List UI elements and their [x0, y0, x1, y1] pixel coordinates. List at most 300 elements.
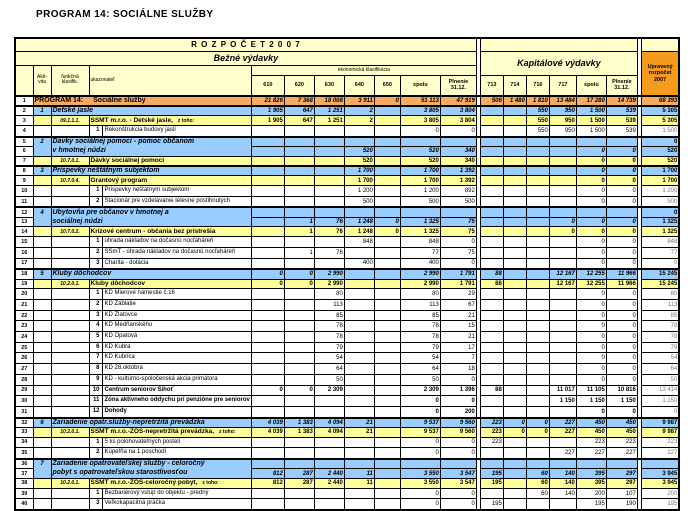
value-640: 520 — [344, 156, 374, 166]
value-650 — [374, 279, 400, 289]
value-spolu-kap: 0 — [576, 156, 606, 166]
value-620 — [284, 321, 314, 332]
value-adjusted-budget: 78 — [641, 321, 679, 332]
value-plnenie-bezne: 7 — [440, 353, 476, 364]
activity-number: 7 — [33, 459, 51, 469]
item-number: 4 — [91, 321, 103, 331]
value-620 — [284, 289, 314, 300]
functional-class-code — [51, 300, 89, 311]
value-spolu-kap: 1 500 — [576, 106, 606, 116]
value-620 — [284, 146, 314, 156]
table-row-5 — [15, 137, 679, 147]
functional-class-code — [51, 448, 89, 459]
indicator-text: Ubytovňa pre občanov v hmotnej a — [52, 208, 169, 216]
activity-number: 2 — [33, 137, 51, 147]
indicator-text: Grantový program — [90, 176, 148, 184]
value-714 — [503, 364, 526, 375]
value-630 — [314, 146, 344, 156]
value-630: 80 — [314, 289, 344, 300]
value-610: 21 826 — [251, 96, 284, 106]
value-650 — [374, 469, 400, 479]
indicator-label — [51, 469, 251, 479]
value-610 — [251, 321, 284, 332]
value-plnenie-kap: 539 — [606, 116, 637, 126]
value-plnenie-kap: 0 — [606, 146, 637, 156]
value-spolu-bezne: 2 990 — [400, 269, 440, 279]
indicator-text: KD Medňanského — [104, 322, 153, 329]
value-650 — [374, 437, 400, 448]
table-row-34 — [15, 437, 679, 448]
value-640 — [344, 289, 374, 300]
value-630: 2 990 — [314, 269, 344, 279]
value-717: 950 — [549, 116, 576, 126]
value-plnenie-kap: 0 — [606, 166, 637, 176]
value-630 — [314, 207, 344, 217]
value-716 — [526, 342, 549, 353]
value-650 — [374, 247, 400, 258]
value-713 — [480, 459, 503, 469]
value-714 — [503, 310, 526, 321]
row-number: 12 — [15, 207, 33, 217]
row-number: 32 — [15, 418, 33, 428]
value-adjusted-budget: 227 — [641, 448, 679, 459]
value-714 — [503, 116, 526, 126]
value-717: 0 — [549, 227, 576, 237]
value-620 — [284, 488, 314, 499]
row-number: 35 — [15, 448, 33, 459]
value-650 — [374, 310, 400, 321]
indicator-label — [89, 427, 251, 437]
value-716 — [526, 146, 549, 156]
value-plnenie-bezne: 340 — [440, 156, 476, 166]
value-plnenie-kap: 11 966 — [606, 279, 637, 289]
indicator-label — [89, 186, 251, 197]
value-spolu-kap: 0 — [576, 247, 606, 258]
value-plnenie-kap: 0 — [606, 300, 637, 311]
value-adjusted-budget: 848 — [641, 237, 679, 248]
block-gap — [476, 65, 480, 75]
value-630: 2 990 — [314, 279, 344, 289]
rownum-header-blank — [15, 65, 33, 96]
value-717: 11 017 — [549, 385, 576, 396]
row-number: 38 — [15, 479, 33, 489]
value-plnenie-bezne: 3 804 — [440, 106, 476, 116]
value-714 — [503, 217, 526, 227]
value-650 — [374, 342, 400, 353]
value-650 — [374, 427, 400, 437]
value-650 — [374, 499, 400, 510]
indicator-text: pobyt s opatrovateľskou starostlivosťou — [52, 469, 188, 477]
indicator-text: v hmotnej núdzi — [52, 147, 106, 155]
value-spolu-kap: 0 — [576, 310, 606, 321]
value-adjusted-budget — [641, 459, 679, 469]
value-650 — [374, 488, 400, 499]
value-650 — [374, 374, 400, 385]
value-610 — [251, 176, 284, 186]
row-number: 30 — [15, 396, 33, 407]
row-number: 9 — [15, 176, 33, 186]
row-number: 2 — [15, 106, 33, 116]
value-plnenie-kap — [606, 137, 637, 147]
value-620 — [284, 196, 314, 207]
value-plnenie-kap: 0 — [606, 353, 637, 364]
value-717 — [549, 258, 576, 269]
indicator-text: KD - kultúrno-spoločenská akcia primátora — [104, 375, 218, 382]
value-610: 1 905 — [251, 106, 284, 116]
functional-class-code: 09.1.1.1. — [51, 116, 89, 126]
row-number: 6 — [15, 146, 33, 156]
indicator-text: Kúpeľňa na 1.poschodí — [104, 449, 167, 456]
value-650 — [374, 396, 400, 407]
table-row-11 — [15, 196, 679, 207]
table-row-31 — [15, 406, 679, 417]
item-number: 5 — [91, 332, 103, 342]
value-plnenie-kap: 14 739 — [606, 96, 637, 106]
value-plnenie-kap: 0 — [606, 289, 637, 300]
value-640: 3 911 — [344, 96, 374, 106]
value-630 — [314, 156, 344, 166]
value-630: 64 — [314, 364, 344, 375]
value-plnenie-bezne: 0 — [440, 437, 476, 448]
activity-number — [33, 385, 51, 396]
value-610: 0 — [251, 269, 284, 279]
value-650 — [374, 300, 400, 311]
value-spolu-kap: 0 — [576, 227, 606, 237]
value-spolu-bezne: 0 — [400, 499, 440, 510]
value-spolu-kap: 0 — [576, 406, 606, 417]
row-number: 28 — [15, 374, 33, 385]
value-640 — [344, 406, 374, 417]
value-717: 140 — [549, 479, 576, 489]
value-plnenie-kap: 0 — [606, 186, 637, 197]
value-717 — [549, 321, 576, 332]
fk-header-line2: klasifik. — [61, 79, 79, 86]
value-717 — [549, 406, 576, 417]
indicator-label — [89, 289, 251, 300]
table-row-13 — [15, 217, 679, 227]
value-716 — [526, 459, 549, 469]
indicator-text: Zariadenie opatrovateľskej služby - celoročný — [52, 460, 205, 468]
value-plnenie-kap: 0 — [606, 176, 637, 186]
value-717 — [549, 289, 576, 300]
indicator-label — [89, 247, 251, 258]
functional-class-code — [51, 342, 89, 353]
value-spolu-bezne: 0 — [400, 448, 440, 459]
value-spolu-bezne: 0 — [400, 126, 440, 137]
activity-number — [33, 279, 51, 289]
functional-class-code — [51, 406, 89, 417]
activity-number — [33, 427, 51, 437]
activity-number — [33, 353, 51, 364]
indicator-header: ukazovateľ — [89, 65, 251, 96]
value-adjusted-budget: 1 700 — [641, 166, 679, 176]
value-713 — [480, 227, 503, 237]
value-610 — [251, 310, 284, 321]
activity-number — [33, 217, 51, 227]
value-650 — [374, 406, 400, 417]
value-713 — [480, 166, 503, 176]
value-716 — [526, 310, 549, 321]
value-717 — [549, 196, 576, 207]
functional-class-code — [51, 385, 89, 396]
row-number: 36 — [15, 459, 33, 469]
value-plnenie-kap — [606, 459, 637, 469]
value-630 — [314, 406, 344, 417]
value-plnenie-bezne: 0 — [440, 396, 476, 407]
value-630 — [314, 137, 344, 147]
value-630 — [314, 396, 344, 407]
value-640 — [344, 374, 374, 385]
value-620 — [284, 207, 314, 217]
value-630 — [314, 499, 344, 510]
value-plnenie-kap: 0 — [606, 374, 637, 385]
value-plnenie-kap: 450 — [606, 418, 637, 428]
value-713 — [480, 217, 503, 227]
value-620 — [284, 459, 314, 469]
value-717 — [549, 186, 576, 197]
value-640 — [344, 499, 374, 510]
table-row-12 — [15, 207, 679, 217]
value-spolu-bezne: 520 — [400, 146, 440, 156]
value-620: 287 — [284, 479, 314, 489]
activity-number — [33, 448, 51, 459]
activity-number — [33, 310, 51, 321]
value-adjusted-budget: 54 — [641, 353, 679, 364]
value-plnenie-kap: 450 — [606, 427, 637, 437]
row-number: 18 — [15, 269, 33, 279]
value-714 — [503, 269, 526, 279]
indicator-text: Charita - dotácia — [104, 259, 149, 266]
item-number: 8 — [91, 364, 103, 374]
value-630: 78 — [314, 321, 344, 332]
value-spolu-kap: 195 — [576, 499, 606, 510]
value-plnenie-bezne — [440, 137, 476, 147]
value-adjusted-budget: 0 — [641, 137, 679, 147]
value-spolu-bezne: 2 309 — [400, 385, 440, 396]
value-adjusted-budget: 1 700 — [641, 176, 679, 186]
table-row-23 — [15, 321, 679, 332]
value-640: 400 — [344, 258, 374, 269]
item-number: 7 — [91, 353, 103, 363]
value-717: 950 — [549, 126, 576, 137]
value-620: 0 — [284, 279, 314, 289]
value-640 — [344, 342, 374, 353]
value-plnenie-kap: 0 — [606, 258, 637, 269]
value-716 — [526, 237, 549, 248]
value-spolu-kap: 0 — [576, 353, 606, 364]
indicator-label — [89, 499, 251, 510]
value-adjusted-budget: 0 — [641, 406, 679, 417]
value-adjusted-budget: 78 — [641, 332, 679, 343]
value-714: 1 480 — [503, 96, 526, 106]
value-610 — [251, 437, 284, 448]
functional-class-code: 10.2.0.1. — [51, 427, 89, 437]
item-number: 1 — [91, 438, 103, 448]
value-610 — [251, 258, 284, 269]
fk-header-line1: funkčná — [61, 73, 79, 80]
value-640 — [344, 353, 374, 364]
row-number: 8 — [15, 166, 33, 176]
value-716 — [526, 364, 549, 375]
value-plnenie-bezne: 0 — [440, 237, 476, 248]
value-plnenie-kap: 1 150 — [606, 396, 637, 407]
table-row-39 — [15, 488, 679, 499]
value-640: 848 — [344, 237, 374, 248]
functional-class-code — [51, 247, 89, 258]
value-plnenie-kap: 0 — [606, 364, 637, 375]
functional-class-code — [51, 258, 89, 269]
item-number: 1 — [91, 126, 103, 136]
indicator-label — [89, 176, 251, 186]
value-spolu-bezne: 78 — [400, 321, 440, 332]
functional-class-code — [51, 364, 89, 375]
value-plnenie-kap: 0 — [606, 406, 637, 417]
value-adjusted-budget: 9 987 — [641, 427, 679, 437]
value-650 — [374, 186, 400, 197]
functional-class-code — [51, 499, 89, 510]
value-713: 195 — [480, 499, 503, 510]
indicator-label — [51, 459, 251, 469]
indicator-suffix: Sociálne služby — [93, 97, 146, 104]
value-plnenie-bezne: 18 — [440, 364, 476, 375]
row-number: 37 — [15, 469, 33, 479]
value-713 — [480, 258, 503, 269]
value-610: 812 — [251, 469, 284, 479]
value-640 — [344, 310, 374, 321]
value-620 — [284, 156, 314, 166]
value-610 — [251, 488, 284, 499]
value-620 — [284, 396, 314, 407]
value-plnenie-kap: 227 — [606, 448, 637, 459]
row-number: 3 — [15, 116, 33, 126]
value-716 — [526, 321, 549, 332]
value-610 — [251, 448, 284, 459]
value-plnenie-bezne — [440, 207, 476, 217]
value-610: 4 039 — [251, 418, 284, 428]
value-620: 647 — [284, 106, 314, 116]
value-716 — [526, 247, 549, 258]
value-714 — [503, 499, 526, 510]
value-640 — [344, 247, 374, 258]
value-630: 1 251 — [314, 116, 344, 126]
value-717 — [549, 146, 576, 156]
value-713 — [480, 186, 503, 197]
table-row-3 — [15, 116, 679, 126]
indicator-label — [89, 406, 251, 417]
value-640 — [344, 332, 374, 343]
value-plnenie-bezne: 3 804 — [440, 116, 476, 126]
value-620 — [284, 137, 314, 147]
indicator-label — [51, 106, 251, 116]
value-620 — [284, 166, 314, 176]
value-640 — [344, 300, 374, 311]
indicator-label — [89, 396, 251, 407]
value-716: 550 — [526, 106, 549, 116]
value-714 — [503, 437, 526, 448]
table-row-22 — [15, 310, 679, 321]
value-spolu-bezne: 0 — [400, 437, 440, 448]
value-714 — [503, 156, 526, 166]
value-650 — [374, 126, 400, 137]
indicator-text: Bezbariérový vstup do objektu - predný — [104, 489, 209, 496]
functional-class-header — [51, 65, 89, 96]
value-714 — [503, 342, 526, 353]
value-spolu-kap: 0 — [576, 321, 606, 332]
col-650: 650 — [374, 75, 400, 96]
row-number: 5 — [15, 137, 33, 147]
functional-class-code — [51, 353, 89, 364]
functional-class-code: 10.7.0.4. — [51, 176, 89, 186]
value-adjusted-budget: 0 — [641, 258, 679, 269]
indicator-label — [51, 207, 251, 217]
indicator-text: Krízové centrum - občania bez prístrešia — [90, 227, 216, 235]
value-713 — [480, 310, 503, 321]
indicator-text: Centrum seniorov Sihoť — [104, 386, 174, 393]
value-610 — [251, 459, 284, 469]
indicator-label — [51, 418, 251, 428]
plnenie-line2: 31.12. — [614, 85, 630, 92]
value-640: 1 700 — [344, 166, 374, 176]
value-spolu-kap: 0 — [576, 258, 606, 269]
value-630: 76 — [314, 247, 344, 258]
indicator-label — [89, 437, 251, 448]
value-717 — [549, 353, 576, 364]
value-plnenie-bezne: 75 — [440, 227, 476, 237]
economic-classification-label: ekonomická klasifikácia — [251, 65, 476, 75]
value-spolu-kap: 227 — [576, 448, 606, 459]
value-610 — [251, 237, 284, 248]
value-plnenie-kap: 539 — [606, 126, 637, 137]
value-717 — [549, 166, 576, 176]
value-717 — [549, 310, 576, 321]
table-row-25 — [15, 342, 679, 353]
value-630 — [314, 459, 344, 469]
value-620 — [284, 176, 314, 186]
activity-number — [33, 479, 51, 489]
value-714 — [503, 396, 526, 407]
value-plnenie-bezne: 3 547 — [440, 479, 476, 489]
value-plnenie-bezne: 200 — [440, 406, 476, 417]
value-spolu-kap: 0 — [576, 374, 606, 385]
table-row-18 — [15, 269, 679, 279]
activity-number — [33, 258, 51, 269]
value-610: 812 — [251, 479, 284, 489]
value-714 — [503, 406, 526, 417]
value-plnenie-kap: 0 — [606, 196, 637, 207]
value-spolu-bezne: 85 — [400, 310, 440, 321]
indicator-text: Kluby dôchodcov — [52, 270, 112, 278]
value-716: 0 — [526, 418, 549, 428]
value-620: 1 383 — [284, 427, 314, 437]
value-714 — [503, 385, 526, 396]
value-640 — [344, 437, 374, 448]
value-630: 54 — [314, 353, 344, 364]
value-717 — [549, 137, 576, 147]
plnenie-line1: Plnenie — [612, 79, 632, 86]
row-number: 11 — [15, 196, 33, 207]
page-title: PROGRAM 14: SOCIÁLNE SLUŽBY — [36, 9, 214, 20]
value-plnenie-bezne: 0 — [440, 126, 476, 137]
value-630: 76 — [314, 217, 344, 227]
indicator-text: SSMT m.r.o.-ZOS-nepretržitá prevádzka, — [90, 428, 215, 436]
value-630 — [314, 237, 344, 248]
col-spolu-bezne: spolu — [400, 75, 440, 96]
value-spolu-bezne: 848 — [400, 237, 440, 248]
value-717: 227 — [549, 418, 576, 428]
value-630: 2 440 — [314, 479, 344, 489]
value-650 — [374, 207, 400, 217]
row-number: 21 — [15, 300, 33, 311]
